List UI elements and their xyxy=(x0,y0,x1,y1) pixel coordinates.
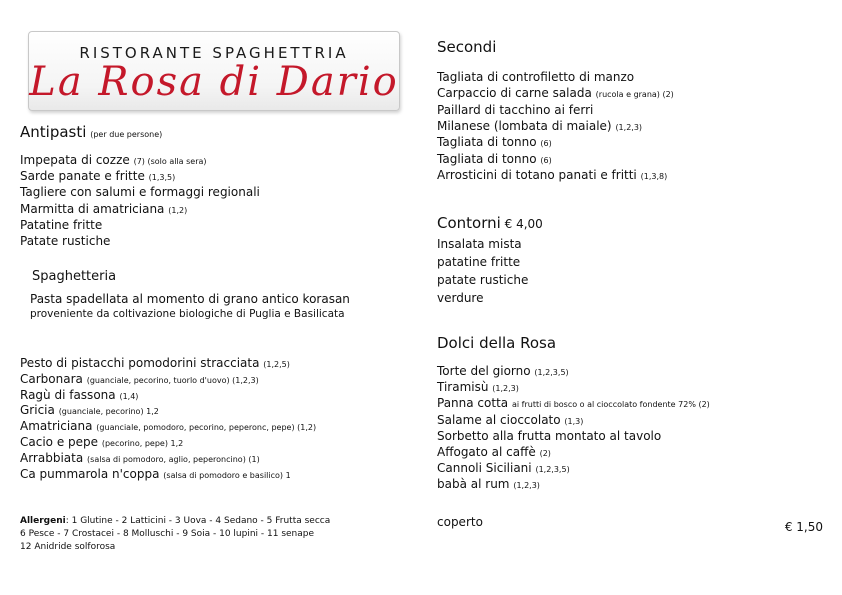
menu-item-allergens: (2) xyxy=(539,449,551,458)
side-dish-item: Insalata mista xyxy=(437,237,522,251)
menu-item xyxy=(437,151,552,169)
spaghetteria-desc-2: proveniente da coltivazione biologiche di Puglia e Basilicata xyxy=(30,308,345,320)
menu-item-allergens: (salsa di pomodoro e basilico) 1 xyxy=(163,470,291,480)
menu-item xyxy=(437,69,634,85)
allergeni-legend xyxy=(20,515,330,554)
allergeni-label: Allergeni xyxy=(20,516,66,526)
logo-title: La Rosa di Dario xyxy=(29,59,399,105)
menu-item-name: Tiramisù xyxy=(437,380,489,395)
menu-item xyxy=(437,134,552,152)
menu-item-allergens: (rucola e grana) (2) xyxy=(595,90,674,100)
menu-item-allergens: (1,2,3) xyxy=(513,481,540,491)
menu-item-name: Tagliata di tonno xyxy=(437,135,537,150)
menu-item xyxy=(437,85,674,103)
allergeni-line-3: 12 Anidride solforosa xyxy=(20,542,116,552)
menu-item xyxy=(437,476,540,494)
menu-item xyxy=(437,102,593,118)
menu-item-name: Sarde panate e fritte xyxy=(20,169,145,184)
menu-item-name: Carbonara xyxy=(20,371,83,386)
menu-item-allergens: (7) (solo alla sera) xyxy=(133,157,207,166)
menu-item-name: Arrosticini di totano panati e fritti xyxy=(437,167,637,182)
menu-item-name: babà al rum xyxy=(437,477,510,492)
menu-item-allergens: (pecorino, pepe) 1,2 xyxy=(101,439,184,448)
menu-item-name: Cannoli Siciliani xyxy=(437,461,532,476)
menu-item-name: Tagliata di tonno xyxy=(437,151,537,166)
contorni-price: € 4,00 xyxy=(504,217,543,231)
menu-item-name: Panna cotta xyxy=(437,396,509,411)
contorni-title: Contorni xyxy=(437,214,501,232)
antipasti-heading xyxy=(20,124,162,143)
menu-item xyxy=(437,118,642,136)
side-dish-item: patatine fritte xyxy=(437,255,521,269)
menu-item-name: Torte del giorno xyxy=(437,364,531,378)
logo-subtitle: RISTORANTE SPAGHETTRIA xyxy=(79,44,349,62)
menu-item xyxy=(437,428,661,444)
menu-item-name: Cacio e pepe xyxy=(20,435,99,449)
coperto-price: € 1,50 xyxy=(784,520,823,534)
antipasti-title: Antipasti xyxy=(20,123,87,141)
menu-item-name: Affogato al caffè xyxy=(437,445,536,459)
menu-item-name: Tagliata di controfiletto di manzo xyxy=(437,70,635,84)
menu-item-allergens: (guanciale, pecorino) 1,2 xyxy=(58,407,159,417)
allergeni-line-1: Allergeni: 1 Glutine - 2 Latticini - 3 Uova - 4 Sedano - 5 Frutta secca xyxy=(20,516,331,526)
menu-item-allergens: (1,2,5) xyxy=(263,360,290,369)
menu-item-allergens: (1,3,5) xyxy=(148,173,176,183)
menu-item-name: Arrabbiata xyxy=(20,450,84,465)
menu-item-name: Salame al cioccolato xyxy=(437,412,561,427)
menu-item xyxy=(20,217,102,233)
allergeni-line-2: 6 Pesce - 7 Crostacei - 8 Molluschi - 9 Soia - 10 lupini - 11 senape xyxy=(20,529,315,539)
coperto-label: coperto xyxy=(437,515,483,529)
menu-item-name: Impepata di cozze xyxy=(20,153,130,167)
menu-item-allergens: (1,2,3) xyxy=(492,384,519,394)
menu-item xyxy=(20,466,291,484)
menu-item-name: Amatriciana xyxy=(20,419,93,434)
menu-item-name: Carpaccio di carne salada xyxy=(437,86,592,101)
menu-item xyxy=(437,167,667,185)
menu-item-allergens: (salsa di pomodoro, aglio, peperoncino) (1) xyxy=(87,454,260,464)
dolci-title: Dolci della Rosa xyxy=(437,334,557,352)
menu-item-name: Pesto di pistacchi pomodorini stracciata xyxy=(20,356,260,370)
menu-item-name: Patatine fritte xyxy=(20,217,103,232)
menu-item-allergens: (1,3) xyxy=(564,416,584,426)
secondi-title: Secondi xyxy=(437,38,497,56)
menu-item-name: Milanese (lombata di maiale) xyxy=(437,118,612,133)
menu-item-allergens: (guanciale, pecorino, tuorlo d'uovo) (1,2,3) xyxy=(86,375,259,385)
menu-item-allergens: (1,2,3,5) xyxy=(534,368,569,377)
menu-item-name: Ragù di fassona xyxy=(20,387,116,402)
menu-item-allergens: (1,2) xyxy=(168,205,188,215)
menu-item-name: Gricia xyxy=(20,403,55,418)
menu-item-name: Marmitta di amatriciana xyxy=(20,201,165,216)
restaurant-logo xyxy=(28,31,400,111)
contorni-heading xyxy=(437,215,543,232)
menu-item-allergens: (1,2,3) xyxy=(615,122,643,132)
spaghetteria-title: Spaghetteria xyxy=(32,269,117,284)
menu-item-name: Tagliere con salumi e formaggi regionali xyxy=(20,185,260,200)
menu-item-allergens: (guanciale, pomodoro, pecorino, peperonc, pepe) (1,2) xyxy=(96,423,317,433)
menu-item-allergens: (1,2,3,5) xyxy=(535,465,570,475)
menu-item-allergens: ai frutti di bosco o al cioccolato fondente 72% (2) xyxy=(511,400,710,410)
spaghetteria-desc-1: Pasta spadellata al momento di grano antico korasan xyxy=(30,292,350,306)
side-dish-item: patate rustiche xyxy=(437,273,529,287)
menu-item-allergens: (1,3,8) xyxy=(640,171,668,181)
menu-item-name: Sorbetto alla frutta montato al tavolo xyxy=(437,428,662,443)
menu-item-name: Patate rustiche xyxy=(20,234,111,248)
menu-item xyxy=(20,184,260,200)
menu-item-name: Ca pummarola n'coppa xyxy=(20,466,160,481)
antipasti-note: (per due persone) xyxy=(90,130,163,139)
menu-item-allergens: (6) xyxy=(540,139,552,149)
side-dish-item: verdure xyxy=(437,291,484,305)
menu-item-name: Paillard di tacchino ai ferri xyxy=(437,102,594,117)
menu-item-allergens: (6) xyxy=(540,155,552,165)
menu-item xyxy=(20,233,110,249)
menu-item-allergens: (1,4) xyxy=(119,391,139,401)
